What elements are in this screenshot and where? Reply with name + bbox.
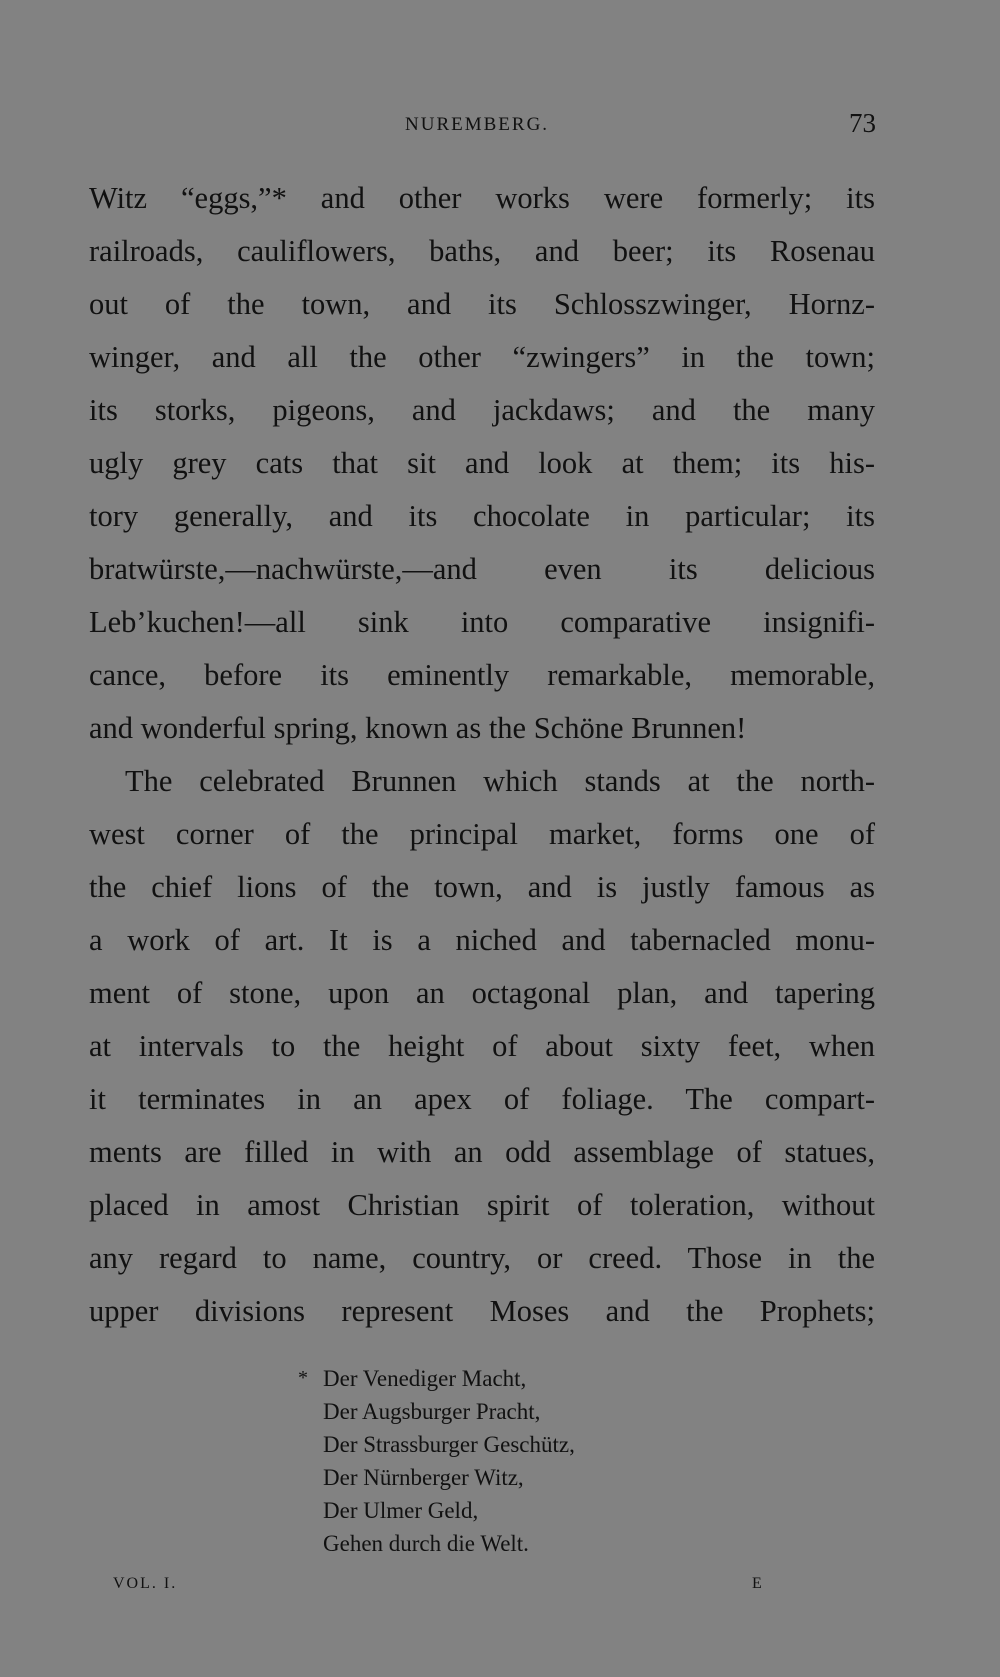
text-line: ments are filled in with an odd assemblage of statues, bbox=[89, 1135, 875, 1169]
signature-mark: E bbox=[752, 1575, 762, 1592]
text-line: it terminates in an apex of foliage. The compart- bbox=[89, 1082, 875, 1116]
text-line: The celebrated Brunnen which stands at the north- bbox=[125, 764, 875, 798]
text-line: winger, and all the other “zwingers” in the town; bbox=[89, 340, 875, 374]
text-line: at intervals to the height of about sixty feet, when bbox=[89, 1029, 875, 1063]
footnote-line: Der Augsburger Pracht, bbox=[323, 1399, 541, 1424]
body-text bbox=[89, 172, 875, 1338]
text-line: tory generally, and its chocolate in particular; its bbox=[89, 499, 875, 533]
footnote-marker: * bbox=[298, 1367, 308, 1389]
text-line: upper divisions represent Moses and the Prophets; bbox=[89, 1294, 875, 1328]
footnote-line: Der Strassburger Geschütz, bbox=[323, 1432, 575, 1457]
running-head bbox=[0, 108, 1000, 144]
text-line: cance, before its eminently remarkable, memorable, bbox=[89, 658, 875, 692]
text-line: a work of art. It is a niched and tabernacled monu- bbox=[89, 923, 875, 957]
footnote bbox=[298, 1362, 575, 1560]
page-number: 73 bbox=[849, 108, 876, 138]
text-line: any regard to name, country, or creed. Those in the bbox=[89, 1241, 875, 1275]
text-line: placed in amost Christian spirit of toleration, without bbox=[89, 1188, 875, 1222]
text-line: and wonderful spring, known as the Schöne Brunnen! bbox=[89, 711, 747, 745]
text-line: ugly grey cats that sit and look at them; its his- bbox=[89, 446, 875, 480]
text-line: Witz “eggs,”* and other works were formerly; its bbox=[89, 181, 875, 215]
running-title: NUREMBERG. bbox=[405, 114, 550, 135]
volume-signature: VOL. I. bbox=[113, 1575, 178, 1592]
text-line: Leb’kuchen!—all sink into comparative insignifi- bbox=[89, 605, 875, 639]
text-line: out of the town, and its Schlosszwinger, Hornz- bbox=[89, 287, 875, 321]
text-line: the chief lions of the town, and is justly famous as bbox=[89, 870, 875, 904]
text-line: bratwürste,—nachwürste,—and even its delicious bbox=[89, 552, 875, 586]
text-line: railroads, cauliflowers, baths, and beer; its Rosenau bbox=[89, 234, 875, 268]
text-line: west corner of the principal market, forms one of bbox=[89, 817, 875, 851]
text-line: ment of stone, upon an octagonal plan, and tapering bbox=[89, 976, 875, 1010]
footnote-line: Der Nürnberger Witz, bbox=[323, 1465, 524, 1490]
text-line: its storks, pigeons, and jackdaws; and the many bbox=[89, 393, 875, 427]
footnote-line: Der Venediger Macht, bbox=[323, 1366, 527, 1391]
footnote-line: Gehen durch die Welt. bbox=[323, 1531, 529, 1556]
footnote-line: Der Ulmer Geld, bbox=[323, 1498, 479, 1523]
